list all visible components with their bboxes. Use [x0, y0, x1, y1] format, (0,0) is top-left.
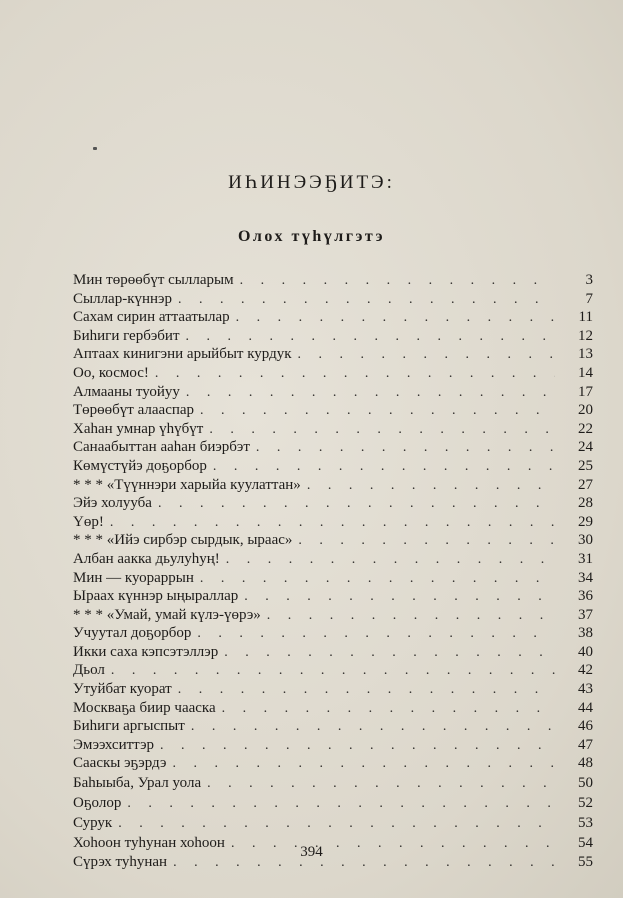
toc-entry-page: 54 [578, 835, 593, 852]
toc-entry [73, 717, 593, 736]
toc-entry [73, 699, 593, 718]
toc-entry-page: 31 [578, 550, 593, 567]
toc-entry-page: 37 [578, 606, 593, 623]
leader-dots [222, 700, 555, 719]
leader-dots [127, 794, 555, 814]
toc-entry-page: 7 [585, 290, 593, 307]
leader-dots [207, 774, 555, 794]
toc-entry-page: 28 [578, 495, 593, 512]
toc-entry-page: 38 [578, 625, 593, 642]
leader-dots [256, 439, 555, 458]
toc-entry [73, 773, 593, 793]
toc-entry-title: * * * «Умай, умай күлэ-үөрэ» [73, 606, 261, 623]
toc-entry-title: Көмүстүйэ доҕорбор [73, 457, 207, 474]
toc-entry-title: Дьол [73, 662, 105, 679]
toc-entry [73, 438, 593, 457]
toc-entry-title: Үөр! [73, 513, 104, 530]
leader-dots [110, 514, 555, 533]
contents-heading: ИҺИНЭЭҔИТЭ: [228, 172, 395, 193]
leader-dots [158, 495, 555, 514]
toc-entry-page: 43 [578, 681, 593, 698]
toc-entry-title: Икки саха кэпсэтэллэр [73, 643, 219, 660]
ink-speck [93, 147, 97, 150]
toc-entry-title: Сааскы эҕэрдэ [73, 755, 167, 772]
toc-entry-title: Сурук [73, 815, 113, 832]
toc-entry [73, 401, 593, 420]
toc-entry-title: Төрөөбүт алааспар [73, 402, 195, 419]
toc-entry-page: 25 [578, 457, 593, 474]
toc-entry [73, 587, 593, 606]
toc-entry-page: 55 [578, 854, 593, 871]
toc-entry-page: 53 [578, 815, 593, 832]
table-of-contents [73, 271, 593, 872]
toc-entry [73, 531, 593, 550]
leader-dots [160, 737, 555, 756]
leader-dots [200, 570, 555, 589]
toc-entry-page: 50 [578, 775, 593, 792]
toc-entry-page: 48 [578, 755, 593, 772]
toc-entry [73, 793, 593, 813]
page-number: 394 [300, 844, 323, 860]
toc-entry-page: 52 [578, 795, 593, 812]
toc-entry-page: 34 [578, 569, 593, 586]
toc-entry [73, 513, 593, 532]
toc-entry-title: Хоһоон туһунан хоһоон [73, 835, 225, 852]
toc-entry [73, 624, 593, 643]
toc-entry-title: Хаһан умнар үһүбүт [73, 420, 204, 437]
toc-entry-title: Утуйбат куорат [73, 681, 172, 698]
toc-entry-title: Биһиги аргыспыт [73, 718, 185, 735]
toc-entry-page: 44 [578, 699, 593, 716]
leader-dots [200, 402, 555, 421]
leader-dots [298, 532, 555, 551]
leader-dots [209, 421, 555, 440]
toc-entry-title: Ыраах күннэр ыңыраллар [73, 588, 239, 605]
toc-entry-title: Мин төрөөбүт сылларым [73, 272, 234, 288]
leader-dots [191, 718, 555, 737]
leader-dots [111, 662, 555, 681]
toc-entry [73, 661, 593, 680]
toc-entry-title: Эйэ холууба [73, 495, 152, 512]
toc-entry [73, 327, 593, 346]
toc-entry-page: 20 [578, 402, 593, 419]
leader-dots [155, 365, 555, 384]
toc-entry [73, 569, 593, 588]
toc-entry [73, 680, 593, 699]
toc-entry-page: 29 [578, 513, 593, 530]
toc-entry [73, 271, 593, 290]
leader-dots [178, 291, 555, 310]
toc-entry-title: Москваҕа биир чааска [73, 699, 216, 716]
leader-dots [224, 644, 555, 663]
toc-entry [73, 290, 593, 309]
leader-dots [178, 681, 555, 700]
toc-entry [73, 383, 593, 402]
toc-entry-title: Санаабыттан ааһан биэрбэт [73, 439, 250, 456]
leader-dots [298, 346, 555, 365]
toc-entry-title: Сүрэх туһунан [73, 854, 168, 871]
toc-entry-page: 36 [578, 588, 593, 605]
toc-entry-title: Оо, космос! [73, 364, 149, 381]
toc-entry [73, 643, 593, 662]
toc-entry-title: Мин — куорappын [73, 569, 194, 586]
toc-entry-page: 24 [578, 439, 593, 456]
toc-entry [73, 457, 593, 476]
toc-entry-title: * * * «Ийэ сирбэр сырдык, ыраас» [73, 532, 293, 549]
toc-entry-title: Алмааны туойуу [73, 383, 180, 400]
toc-entry-title: Оҕолор [73, 795, 122, 812]
toc-entry [73, 736, 593, 755]
toc-entry [73, 550, 593, 569]
toc-entry-title: Биһиги гербэбит [73, 327, 180, 344]
toc-entry-title: Учуутал доҕорбор [73, 625, 192, 642]
leader-dots [118, 814, 555, 834]
leader-dots [236, 309, 555, 328]
toc-entry-page: 3 [585, 272, 593, 288]
toc-entry-page: 11 [578, 309, 593, 326]
toc-entry-page: 27 [578, 476, 593, 493]
toc-entry [73, 754, 593, 773]
toc-entry-page: 42 [578, 662, 593, 679]
toc-entry [73, 813, 593, 833]
toc-entry [73, 476, 593, 495]
leader-dots [244, 588, 555, 607]
toc-entry-page: 12 [578, 327, 593, 344]
section-title: Олох түһүлгэтэ [237, 228, 386, 245]
toc-entry-title: Баһыыба, Урал уола [73, 775, 202, 792]
toc-entry-page: 40 [578, 643, 593, 660]
leader-dots [186, 384, 555, 403]
leader-dots [172, 755, 555, 774]
toc-entry-page: 14 [578, 364, 593, 381]
leader-dots [197, 625, 555, 644]
leader-dots [213, 458, 555, 477]
toc-entry-page: 13 [578, 346, 593, 363]
toc-entry [73, 420, 593, 439]
toc-entry-title: * * * «Түүннэри харыйа куулаттан» [73, 476, 301, 493]
toc-entry [73, 345, 593, 364]
toc-entry-title: Аптаах кинигэни арыйбыт курдук [73, 346, 292, 363]
toc-entry-title: Албан аакка дьулуһуң! [73, 550, 220, 567]
toc-entry [73, 364, 593, 383]
toc-entry-page: 47 [578, 736, 593, 753]
toc-entry [73, 494, 593, 513]
toc-entry [73, 606, 593, 625]
leader-dots [226, 551, 555, 570]
leader-dots [240, 272, 555, 291]
toc-entry-title: Сахам сирин аттаатылар [73, 309, 230, 326]
toc-entry [73, 308, 593, 327]
leader-dots [186, 328, 556, 347]
toc-entry-title: Сыллар-күннэр [73, 290, 172, 307]
toc-entry-title: Эмээхситтэр [73, 736, 155, 753]
toc-entry-page: 22 [578, 420, 593, 437]
leader-dots [267, 607, 555, 626]
toc-entry-page: 30 [578, 532, 593, 549]
toc-entry-page: 46 [578, 718, 593, 735]
toc-entry-page: 17 [578, 383, 593, 400]
leader-dots [307, 477, 555, 496]
